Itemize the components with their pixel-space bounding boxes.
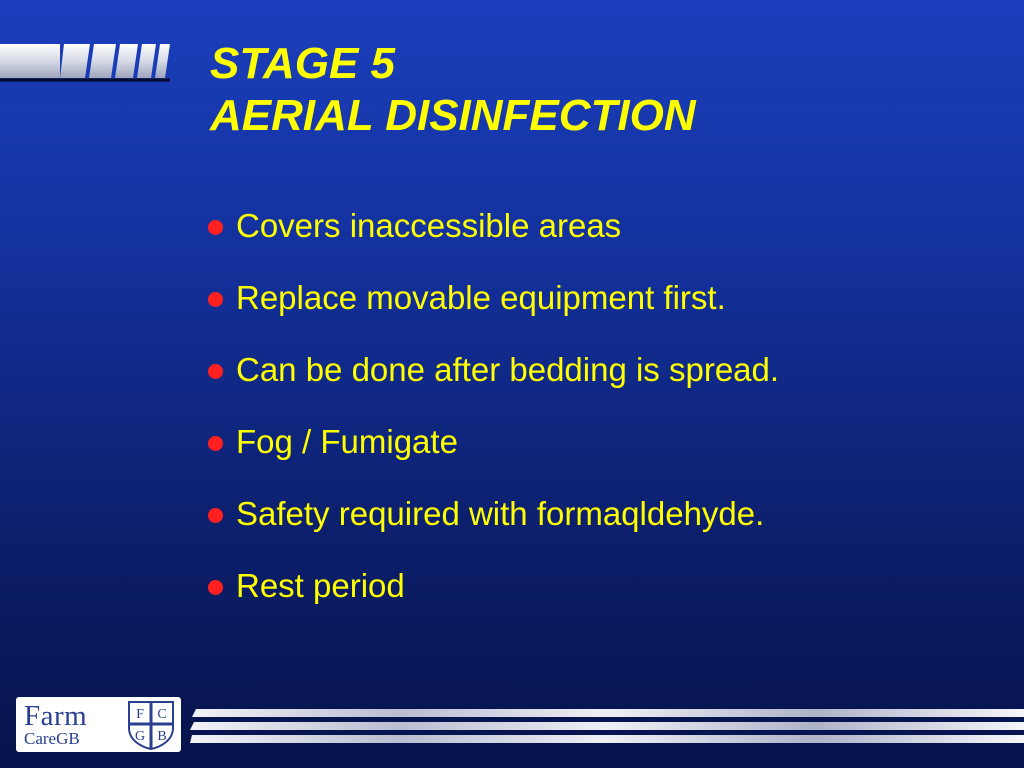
bullet-dot-icon [208, 220, 223, 235]
logo-text [24, 699, 88, 748]
bullet-text: Replace movable equipment first. [236, 279, 726, 316]
bullet-text: Safety required with formaqldehyde. [236, 495, 765, 532]
logo-word-caregb: CareGB [24, 728, 80, 748]
slide-title [210, 38, 696, 142]
bullet-item [208, 190, 779, 262]
crest-letter-b: B [157, 729, 167, 744]
bullet-item [208, 550, 779, 622]
bullet-item [208, 406, 779, 478]
bullet-item [208, 262, 779, 334]
top-stripe-decoration [0, 40, 175, 82]
title-line-1: STAGE 5 [210, 39, 396, 88]
crest-letter-c: C [157, 707, 167, 722]
bullet-dot-icon [208, 364, 223, 379]
bottom-stripe-decoration [190, 707, 1024, 747]
bullet-item [208, 478, 779, 550]
bullet-dot-icon [208, 580, 223, 595]
bullet-text: Rest period [236, 567, 405, 604]
bullet-text: Covers inaccessible areas [236, 207, 622, 244]
bullet-dot-icon [208, 436, 223, 451]
bullet-item [208, 334, 779, 406]
bullet-dot-icon [208, 292, 223, 307]
bullet-list [208, 190, 779, 622]
bullet-dot-icon [208, 508, 223, 523]
farmcaregb-logo [16, 697, 181, 752]
crest-letter-g: G [134, 729, 146, 744]
bullet-text: Can be done after bedding is spread. [236, 351, 780, 388]
crest-letter-f: F [136, 707, 144, 722]
logo-word-farm: Farm [24, 699, 88, 732]
bullet-text: Fog / Fumigate [236, 423, 458, 460]
title-line-2: AERIAL DISINFECTION [210, 91, 696, 140]
crest-shield-icon [125, 700, 177, 750]
